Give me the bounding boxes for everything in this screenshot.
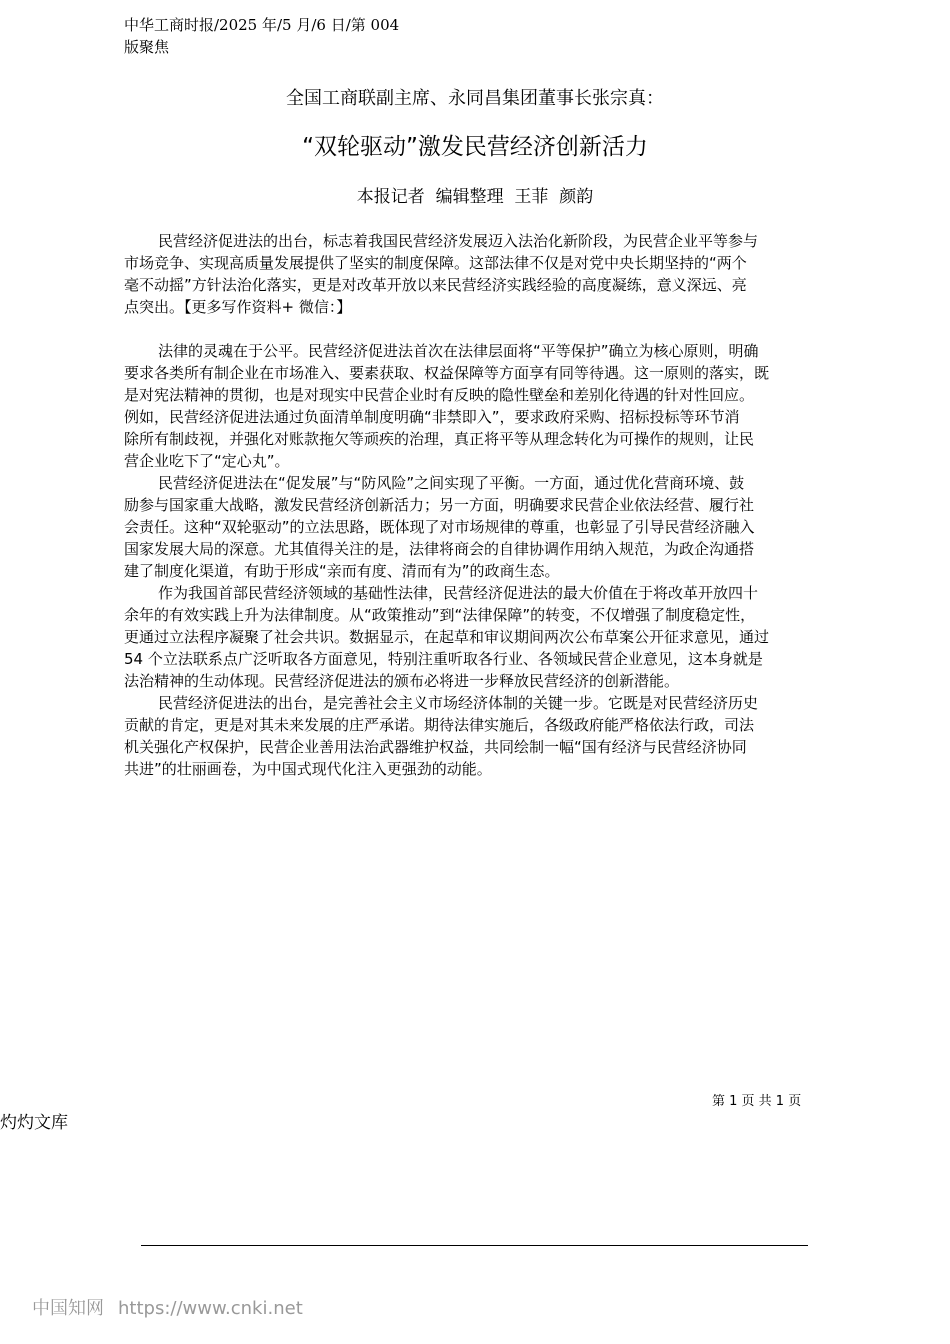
watermark-brand: 灼灼文库 [0, 1113, 68, 1133]
cnki-url[interactable]: https://www.cnki.net [118, 1298, 303, 1319]
page-indicator: 第 1 页 共 1 页 [712, 1094, 802, 1109]
article-body [124, 230, 844, 780]
paragraph-line: 除所有制歧视，并强化对账款拖欠等顽疾的治理，真正将平等从理念转化为可操作的规则，让民 [124, 430, 755, 448]
paragraph-line: 贡献的肯定，更是对其未来发展的庄严承诺。期待法律实施后，各级政府能严格依法行政，司法 [124, 716, 755, 734]
paragraph-line: 营企业吃下了“定心丸”。 [124, 452, 290, 470]
paragraph [124, 472, 844, 582]
paragraph-line: 法治精神的生动体现。民营经济促进法的颁布必将进一步释放民营经济的创新潜能。 [124, 672, 680, 690]
paragraph-line: 民营经济促进法在“促发展”与“防风险”之间实现了平衡。一方面，通过优化营商环境、鼓 [158, 474, 745, 492]
paragraph-gap [124, 318, 844, 340]
footer-divider [141, 1245, 808, 1246]
paragraph [124, 582, 844, 692]
paragraph-line: 会责任。这种“双轮驱动”的立法思路，既体现了对市场规律的尊重，也彰显了引导民营经济融入 [124, 518, 755, 536]
paragraph-line: 励参与国家重大战略，激发民营经济创新活力；另一方面，明确要求民营企业依法经营、履行社 [124, 496, 755, 514]
paragraph-line: 国家发展大局的深意。尤其值得关注的是，法律将商会的自律协调作用纳入规范，为政企沟通搭 [124, 540, 755, 558]
paragraph [124, 340, 844, 472]
paragraph-line: 更通过立法程序凝聚了社会共识。数据显示，在起草和审议期间两次公布草案公开征求意见，通过 [124, 628, 770, 646]
article-subtitle: 全国工商联副主席、永同昌集团董事长张宗真： [286, 88, 664, 109]
paragraph-line: 例如，民营经济促进法通过负面清单制度明确“非禁即入”，要求政府采购、招标投标等环节消 [124, 408, 740, 426]
paragraph-line: 机关强化产权保护，民营企业善用法治武器维护权益，共同绘制一幅“国有经济与民营经济协同 [124, 738, 747, 756]
paragraph-line: 市场竞争、实现高质量发展提供了坚实的制度保障。这部法律不仅是对党中央长期坚持的“两个 [124, 254, 747, 272]
article-byline: 本报记者 编辑整理 王菲 颜韵 [356, 187, 594, 207]
paragraph-line: 点突出。【更多写作资料+ 微信：】 [124, 298, 352, 316]
paragraph-line: 民营经济促进法的出台，标志着我国民营经济发展迈入法治化新阶段，为民营企业平等参与 [158, 232, 759, 250]
paragraph-line: 要求各类所有制企业在市场准入、要素获取、权益保障等方面享有同等待遇。这一原则的落实，既 [124, 364, 770, 382]
cnki-name: 中国知网 [32, 1298, 104, 1319]
paragraph-line: 作为我国首部民营经济领域的基础性法律，民营经济促进法的最大价值在于将改革开放四十 [158, 584, 759, 602]
article-title: “双轮驱动”激发民营经济创新活力 [302, 134, 648, 160]
paragraph [124, 692, 844, 780]
section-label: 版聚焦 [124, 38, 170, 56]
paragraph-line: 余年的有效实践上升为法律制度。从“政策推动”到“法律保障”的转变，不仅增强了制度稳定性， [124, 606, 756, 624]
paragraph-line: 54 个立法联系点广泛听取各方面意见，特别注重听取各行业、各领域民营企业意见，这本身就是 [124, 650, 763, 668]
paragraph-line: 是对宪法精神的贯彻，也是对现实中民营企业时有反映的隐性壁垒和差别化待遇的针对性回应。 [124, 386, 755, 404]
paragraph-line: 民营经济促进法的出台，是完善社会主义市场经济体制的关键一步。它既是对民营经济历史 [158, 694, 759, 712]
paragraph-line: 共进”的壮丽画卷，为中国式现代化注入更强劲的动能。 [124, 760, 492, 778]
paragraph [124, 230, 844, 318]
paragraph-line: 毫不动摇”方针法治化落实，更是对改革开放以来民营经济实践经验的高度凝练，意义深远、亮 [124, 276, 747, 294]
source-line: 中华工商时报/2025 年/5 月/6 日/第 004 [124, 16, 400, 34]
paragraph-line: 法律的灵魂在于公平。民营经济促进法首次在法律层面将“平等保护”确立为核心原则，明确 [158, 342, 759, 360]
cnki-footer [32, 1294, 317, 1320]
paragraph-line: 建了制度化渠道，有助于形成“亲而有度、清而有为”的政商生态。 [124, 562, 560, 580]
